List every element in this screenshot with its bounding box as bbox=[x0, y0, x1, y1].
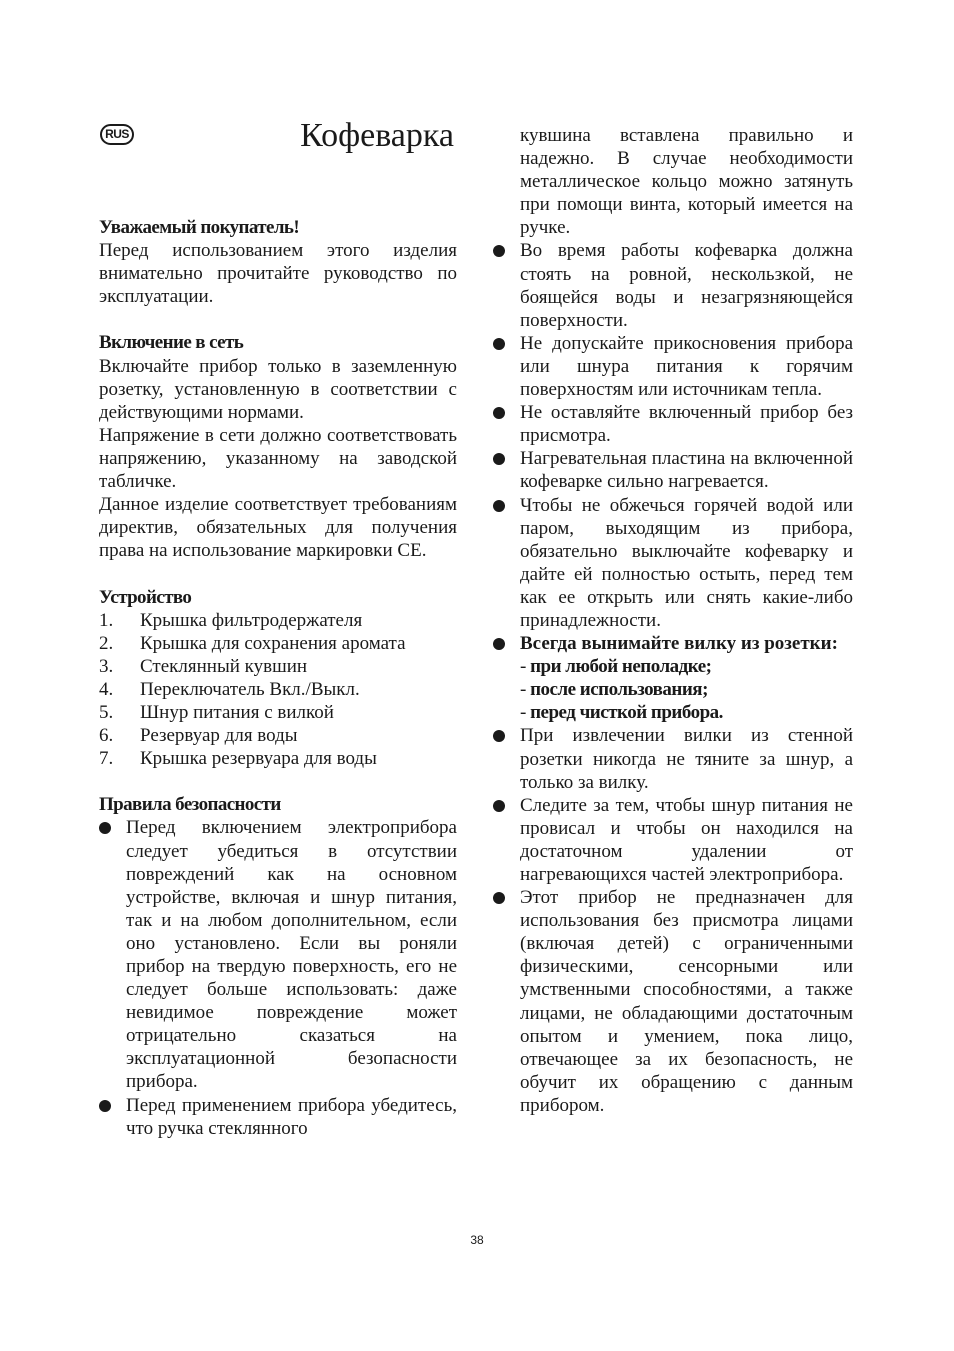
bullet-item-unplug bbox=[493, 632, 853, 724]
condition-text: перед чисткой прибора. bbox=[530, 702, 723, 724]
bullet-text: Нагревательная пластина на включенной кофеварке сильно нагревается. bbox=[520, 448, 853, 493]
bullet-icon bbox=[493, 500, 505, 512]
bullet-item bbox=[493, 332, 853, 401]
bullet-item bbox=[493, 447, 853, 493]
bullet-text: Во время работы кофеварка должна стоять на ровной, нескользкой, не боящейся воды и незагрязняющейся поверхности. bbox=[520, 240, 853, 331]
device-parts-list bbox=[99, 609, 457, 771]
item-label: Крышка для сохранения аромата bbox=[140, 632, 406, 654]
bullet-item bbox=[493, 886, 853, 1117]
list-item bbox=[99, 632, 457, 655]
dash: - bbox=[520, 679, 531, 701]
bullet-item bbox=[493, 494, 853, 633]
bullet-icon bbox=[493, 453, 505, 465]
bullet-icon bbox=[493, 892, 505, 904]
bullet-text: При извлечении вилки из стенной розетки никогда не тяните за шнур, а только за вилку. bbox=[520, 725, 853, 793]
unplug-condition bbox=[520, 678, 853, 701]
bullet-text: Всегда вынимайте вилку из розетки: bbox=[520, 633, 838, 655]
item-label: Крышка фильтродержателя bbox=[140, 609, 363, 631]
safety-heading: Правила безопасности bbox=[99, 794, 281, 816]
list-item bbox=[99, 609, 457, 632]
bullet-item bbox=[493, 401, 853, 447]
list-item bbox=[99, 747, 457, 770]
bullet-icon bbox=[99, 822, 111, 834]
left-column bbox=[99, 216, 457, 1140]
item-label: Переключатель Вкл./Выкл. bbox=[140, 678, 360, 700]
spacer bbox=[99, 308, 457, 331]
intro-text: Перед использованием этого изделия внимательно прочитайте руководство по эксплуатации. bbox=[99, 240, 457, 308]
bullet-icon bbox=[493, 245, 505, 257]
safety-list-left bbox=[99, 816, 457, 1139]
item-number: 2. bbox=[99, 632, 114, 654]
bullet-icon bbox=[493, 407, 505, 419]
bullet-item bbox=[99, 1094, 457, 1140]
item-label: Шнур питания с вилкой bbox=[140, 701, 334, 723]
power-paragraph: Данное изделие соответствует требованиям директив, обязательных для получения права на использование маркировки CE. bbox=[99, 494, 457, 562]
language-badge: RUS bbox=[100, 124, 134, 145]
device-heading: Устройство bbox=[99, 586, 192, 608]
dash: - bbox=[520, 656, 531, 678]
condition-text: после использования; bbox=[530, 679, 708, 701]
bullet-text: Не оставляйте включенный прибор без присмотра. bbox=[520, 402, 853, 447]
bullet-icon bbox=[493, 338, 505, 350]
item-number: 1. bbox=[99, 609, 114, 631]
bullet-item bbox=[493, 794, 853, 886]
bullet-text: Следите за тем, чтобы шнур питания не провисал и чтобы он находился на достаточном удалении от нагревающихся частей электроприбора. bbox=[520, 794, 853, 885]
bullet-icon bbox=[99, 1100, 111, 1112]
item-number: 4. bbox=[99, 678, 114, 700]
bullet-text: Перед включением электроприбора следует убедиться в отсутствии повреждений как на основном устройстве, включая и шнур питания, так и на любом дополнительном, если оно установлено. Если вы роняли прибор на твердую поверхность, его не следует больше использовать: даже невидимое повреждение может отрицательно сказаться на эксплуатационной безопасности прибора. bbox=[126, 817, 457, 1093]
power-heading: Включение в сеть bbox=[99, 332, 244, 354]
page-number: 38 bbox=[470, 1233, 484, 1247]
item-label: Стеклянный кувшин bbox=[140, 655, 308, 677]
item-label: Резервуар для воды bbox=[140, 725, 298, 747]
safety-list-right bbox=[493, 239, 853, 1117]
item-number: 5. bbox=[99, 701, 114, 723]
list-item bbox=[99, 701, 457, 724]
bullet-continuation: кувшина вставлена правильно и надежно. В случае необходимости металлическое кольцо можно затянуть при помощи винта, который имеется на ручке. bbox=[520, 125, 853, 239]
bullet-text: Не допускайте прикосновения прибора или шнура питания к горячим поверхностям или источникам тепла. bbox=[520, 332, 853, 401]
power-paragraph: Напряжение в сети должно соответствовать напряжению, указанному на заводской табличке. bbox=[99, 424, 457, 493]
power-paragraph: Включайте прибор только в заземленную розетку, установленную в соответствии с действующими нормами. bbox=[99, 355, 457, 423]
right-column bbox=[493, 124, 853, 1117]
page-title: Кофеварка bbox=[300, 117, 454, 154]
bullet-icon bbox=[493, 800, 505, 812]
bullet-item bbox=[99, 816, 457, 1093]
item-label: Крышка резервуара для воды bbox=[140, 748, 377, 770]
item-number: 7. bbox=[99, 748, 114, 770]
spacer bbox=[99, 770, 457, 793]
list-item bbox=[99, 724, 457, 747]
unplug-condition bbox=[520, 655, 853, 678]
bullet-icon bbox=[493, 730, 505, 742]
bullet-text: Этот прибор не предназначен для использования без присмотра лицами (включая детей) с ограниченными физическими, сенсорными или умственными способностями, а также лицами, не обладающими достаточным опытом и умением, пока лицо, отвечающее за их безопасность, не обучит их обращению с данным прибором. bbox=[520, 887, 853, 1116]
list-item bbox=[99, 655, 457, 678]
intro-heading: Уважаемый покупатель! bbox=[99, 217, 300, 238]
bullet-text: Чтобы не обжечься горячей водой или паром, выходящим из прибора, обязательно выключайте кофеварку и дайте ей полностью остыть, перед тем как ее открыть или снять какие-либо принадлежности. bbox=[520, 494, 853, 631]
bullet-item bbox=[493, 724, 853, 793]
unplug-condition bbox=[520, 701, 853, 724]
item-number: 6. bbox=[99, 725, 114, 747]
bullet-item bbox=[493, 239, 853, 331]
list-item bbox=[99, 678, 457, 701]
condition-text: при любой неполадке; bbox=[530, 656, 712, 678]
item-number: 3. bbox=[99, 655, 114, 677]
bullet-text: Перед применением прибора убедитесь, что ручка стеклянного bbox=[126, 1094, 457, 1139]
bullet-icon bbox=[493, 638, 505, 650]
dash: - bbox=[520, 702, 531, 724]
spacer bbox=[99, 562, 457, 585]
